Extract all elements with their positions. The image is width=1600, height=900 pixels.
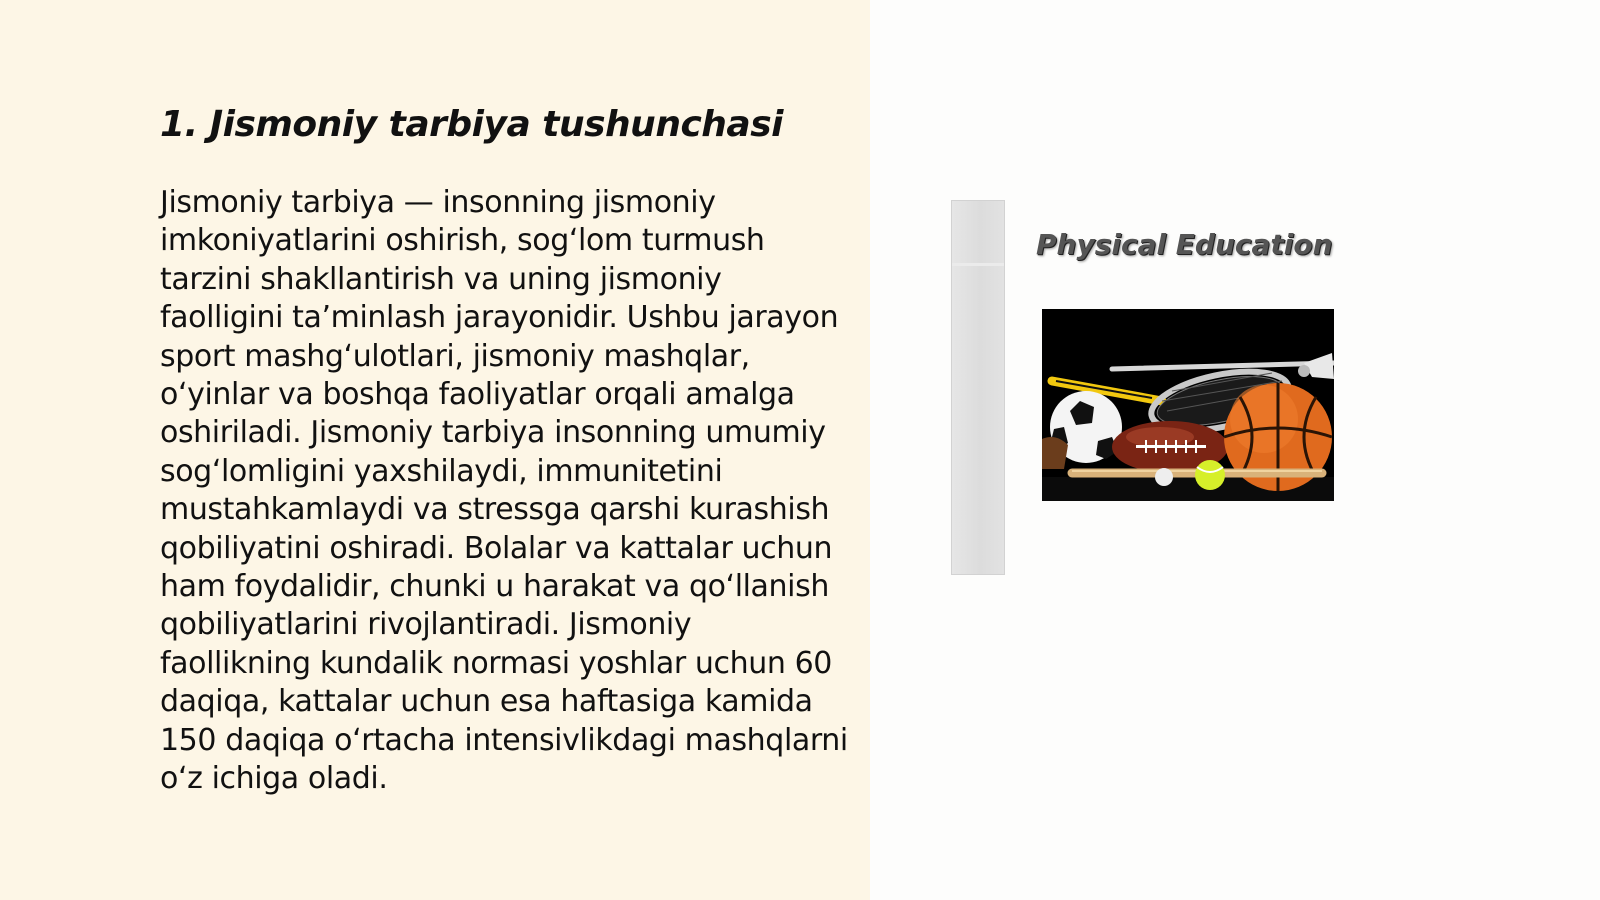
sports-equipment-image [1042, 309, 1334, 501]
slide-title: 1. Jismoniy tarbiya tushunchasi [160, 104, 783, 145]
side-bar-divider [952, 263, 1004, 266]
decorative-side-bar [951, 200, 1005, 575]
image-caption: Physical Education [1036, 228, 1333, 261]
slide-body-text: Jismoniy tarbiya — insonning jismoniy imkoniyatlarini oshirish, sog‘lom turmush tarzini shakllantirish va uning jismoniy faolligini ta’minlash jarayonidir. Ushbu jarayon sport mashg‘ulotlari, jismoniy mashqlar, o‘yinlar va boshqa faoliyatlar orqali amalga oshiriladi. Jismoniy tarbiya insonning umumiy sog‘lomligini yaxshilaydi, immunitetini mustahkamlaydi va stressga qarshi kurashish qobiliyatini oshiradi. Bolalar va kattalar uchun ham foydalidir, chunki u harakat va qo‘llanish qobiliyatlarini rivojlantiradi. Jismoniy faollikning kundalik normasi yoshlar uchun 60 daqiqa, kattalar uchun esa haftasiga kamida 150 daqiqa o‘rtacha intensivlikdagi mashqlarni o‘z ichiga oladi. [160, 185, 848, 797]
glove-icon [1042, 437, 1068, 469]
golf-ball-icon [1155, 468, 1173, 486]
tennis-ball-icon [1195, 460, 1225, 490]
sports-equipment-illustration [1042, 309, 1334, 501]
